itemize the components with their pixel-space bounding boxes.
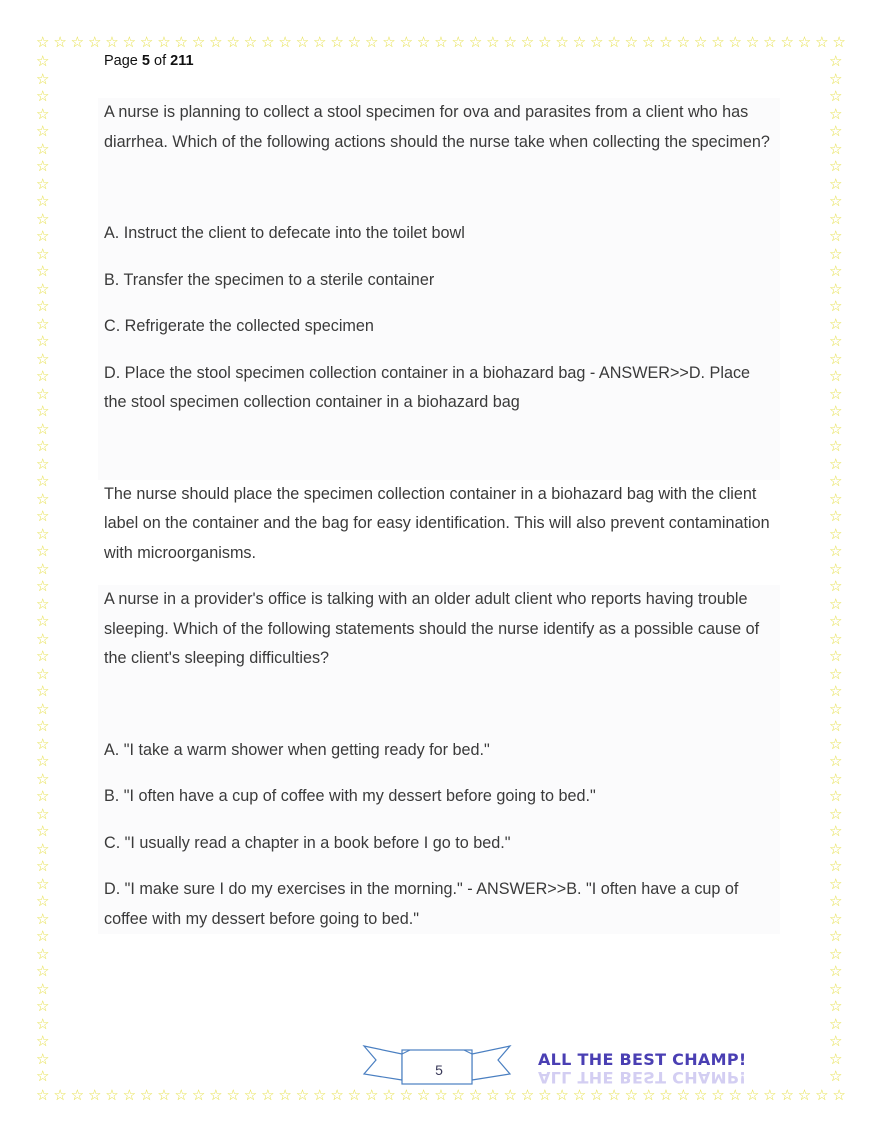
star-icon: ☆ — [641, 1086, 656, 1104]
star-icon: ☆ — [829, 647, 843, 665]
star-icon: ☆ — [538, 33, 552, 51]
star-icon: ☆ — [797, 1086, 812, 1104]
star-icon: ☆ — [36, 594, 50, 613]
star-icon: ☆ — [676, 33, 691, 51]
star-icon: ☆ — [330, 33, 344, 51]
star-icon: ☆ — [36, 752, 50, 770]
question-1-option-c: C. Refrigerate the collected specimen — [104, 317, 374, 335]
page-content — [104, 98, 772, 934]
star-icon: ☆ — [829, 314, 843, 333]
star-icon: ☆ — [829, 839, 843, 858]
star-icon: ☆ — [829, 1049, 843, 1068]
star-icon: ☆ — [829, 139, 843, 158]
star-icon: ☆ — [36, 402, 50, 420]
star-icon: ☆ — [780, 1086, 794, 1104]
star-icon: ☆ — [278, 1086, 292, 1104]
star-icon: ☆ — [36, 507, 50, 525]
star-icon: ☆ — [36, 769, 50, 788]
star-icon: ☆ — [36, 734, 50, 753]
star-icon: ☆ — [486, 1086, 500, 1104]
star-icon: ☆ — [174, 33, 188, 51]
star-icon: ☆ — [829, 944, 843, 963]
star-icon: ☆ — [829, 52, 843, 70]
star-icon: ☆ — [745, 1086, 760, 1104]
star-icon: ☆ — [468, 1086, 483, 1104]
page-of: of — [154, 53, 167, 69]
star-icon: ☆ — [829, 1067, 843, 1085]
star-icon: ☆ — [416, 1086, 431, 1104]
star-icon: ☆ — [829, 367, 843, 385]
star-icon: ☆ — [728, 33, 742, 51]
star-icon: ☆ — [538, 1086, 552, 1104]
star-icon: ☆ — [382, 33, 396, 51]
star-icon: ☆ — [829, 664, 843, 683]
star-icon: ☆ — [70, 33, 85, 51]
star-icon: ☆ — [829, 769, 843, 788]
star-icon: ☆ — [829, 69, 843, 88]
star-icon: ☆ — [829, 244, 843, 263]
current-page: 5 — [141, 53, 150, 69]
star-icon: ☆ — [745, 33, 760, 51]
star-icon: ☆ — [572, 1086, 587, 1104]
star-icon: ☆ — [36, 682, 50, 700]
question-2-option-b: B. "I often have a cup of coffee with my dessert before going to bed." — [104, 787, 596, 805]
star-icon: ☆ — [829, 157, 843, 175]
star-icon: ☆ — [36, 962, 50, 980]
star-icon: ☆ — [829, 122, 843, 140]
star-icon: ☆ — [416, 33, 431, 51]
star-icon: ☆ — [829, 279, 843, 298]
star-icon: ☆ — [347, 33, 362, 51]
star-icon: ☆ — [829, 454, 843, 473]
star-icon: ☆ — [157, 1086, 171, 1104]
star-icon: ☆ — [829, 717, 843, 735]
star-icon: ☆ — [829, 927, 843, 945]
star-icon: ☆ — [829, 542, 843, 560]
star-icon: ☆ — [36, 1049, 50, 1068]
star-icon: ☆ — [468, 33, 483, 51]
star-icon: ☆ — [829, 437, 843, 455]
star-icon: ☆ — [36, 227, 50, 245]
star-icon: ☆ — [659, 1086, 673, 1104]
star-icon: ☆ — [451, 1086, 465, 1104]
star-icon: ☆ — [53, 1086, 67, 1104]
star-icon: ☆ — [36, 209, 50, 228]
champ-banner: ALL THE BEST CHAMP! — [538, 1050, 747, 1069]
star-icon: ☆ — [36, 157, 50, 175]
star-icon: ☆ — [36, 892, 50, 910]
star-icon: ☆ — [832, 1086, 846, 1104]
star-icon: ☆ — [399, 1086, 414, 1104]
star-icon: ☆ — [226, 1086, 240, 1104]
star-icon: ☆ — [829, 699, 843, 718]
star-icon: ☆ — [209, 33, 223, 51]
star-icon: ☆ — [36, 612, 50, 630]
star-icon: ☆ — [829, 612, 843, 630]
star-icon: ☆ — [36, 979, 50, 998]
star-icon: ☆ — [87, 33, 102, 51]
star-icon: ☆ — [829, 857, 843, 875]
star-icon: ☆ — [829, 104, 843, 123]
star-icon: ☆ — [711, 1086, 725, 1104]
star-icon: ☆ — [157, 33, 171, 51]
star-icon: ☆ — [763, 33, 777, 51]
star-icon: ☆ — [36, 699, 50, 718]
star-icon: ☆ — [243, 33, 258, 51]
star-icon: ☆ — [590, 1086, 604, 1104]
star-icon: ☆ — [36, 419, 50, 438]
star-icon: ☆ — [226, 33, 240, 51]
star-icon: ☆ — [399, 33, 414, 51]
star-icon: ☆ — [36, 717, 50, 735]
star-icon: ☆ — [36, 629, 50, 648]
star-icon: ☆ — [209, 1086, 223, 1104]
star-icon: ☆ — [243, 1086, 258, 1104]
star-icon: ☆ — [36, 332, 50, 350]
question-2-option-a: A. "I take a warm shower when getting ready for bed." — [104, 740, 490, 759]
star-icon: ☆ — [139, 1086, 154, 1104]
star-icon: ☆ — [607, 1086, 621, 1104]
star-icon: ☆ — [261, 33, 275, 51]
footer-page-number: 5 — [435, 1062, 443, 1078]
star-icon: ☆ — [36, 349, 50, 368]
star-icon: ☆ — [829, 384, 843, 403]
star-icon: ☆ — [434, 1086, 448, 1104]
page-header — [104, 53, 194, 69]
star-icon: ☆ — [36, 997, 50, 1015]
star-icon: ☆ — [520, 33, 535, 51]
star-icon: ☆ — [829, 752, 843, 770]
star-icon: ☆ — [829, 577, 843, 595]
star-icon: ☆ — [36, 104, 50, 123]
star-icon: ☆ — [829, 909, 843, 928]
star-icon: ☆ — [829, 997, 843, 1015]
star-icon: ☆ — [36, 1067, 50, 1085]
star-icon: ☆ — [829, 822, 843, 840]
star-icon: ☆ — [36, 647, 50, 665]
star-icon: ☆ — [829, 559, 843, 578]
star-icon: ☆ — [36, 1032, 50, 1050]
star-icon: ☆ — [676, 1086, 691, 1104]
star-icon: ☆ — [829, 979, 843, 998]
star-icon: ☆ — [503, 1086, 517, 1104]
star-icon: ☆ — [36, 559, 50, 578]
star-icon: ☆ — [780, 33, 794, 51]
star-icon: ☆ — [829, 262, 843, 280]
star-icon: ☆ — [36, 1014, 50, 1033]
bottom-star-border — [36, 1088, 846, 1106]
star-icon: ☆ — [829, 507, 843, 525]
star-icon: ☆ — [36, 664, 50, 683]
star-icon: ☆ — [711, 33, 725, 51]
star-icon: ☆ — [503, 33, 517, 51]
page-label: Page — [104, 53, 138, 69]
star-icon: ☆ — [829, 489, 843, 508]
star-icon: ☆ — [829, 297, 843, 315]
star-icon: ☆ — [641, 33, 656, 51]
star-icon: ☆ — [36, 367, 50, 385]
star-icon: ☆ — [313, 1086, 327, 1104]
question-1 — [98, 98, 780, 480]
star-icon: ☆ — [36, 139, 50, 158]
star-icon: ☆ — [36, 52, 50, 70]
star-icon: ☆ — [829, 629, 843, 648]
star-icon: ☆ — [36, 857, 50, 875]
star-icon: ☆ — [36, 874, 50, 893]
star-icon: ☆ — [36, 122, 50, 140]
star-icon: ☆ — [815, 1086, 829, 1104]
star-icon: ☆ — [763, 1086, 777, 1104]
star-icon: ☆ — [36, 524, 50, 543]
question-2-option-c: C. "I usually read a chapter in a book before I go to bed." — [104, 833, 511, 852]
star-icon: ☆ — [347, 1086, 362, 1104]
right-star-border — [829, 54, 847, 1084]
star-icon: ☆ — [829, 787, 843, 805]
star-icon: ☆ — [364, 1086, 379, 1104]
star-icon: ☆ — [191, 1086, 206, 1104]
star-icon: ☆ — [261, 1086, 275, 1104]
star-icon: ☆ — [36, 542, 50, 560]
star-icon: ☆ — [555, 33, 569, 51]
star-icon: ☆ — [815, 33, 829, 51]
star-icon: ☆ — [105, 33, 119, 51]
star-icon: ☆ — [174, 1086, 188, 1104]
star-icon: ☆ — [624, 1086, 639, 1104]
star-icon: ☆ — [829, 192, 843, 210]
star-icon: ☆ — [36, 384, 50, 403]
total-pages: 211 — [170, 53, 194, 69]
star-icon: ☆ — [486, 33, 500, 51]
question-1-rationale: The nurse should place the specimen collection container in a biohazard bag with the client label on the container and the bag for easy identification. This will also prevent contamination with microorganisms. — [104, 484, 770, 562]
question-2-text: A nurse in a provider's office is talking with an older adult client who reports having trouble sleeping. Which of the following statements should the nurse identify as a possible cause of the client's sleeping difficulties? — [104, 590, 760, 667]
star-icon: ☆ — [36, 577, 50, 595]
question-2 — [98, 585, 780, 934]
star-icon: ☆ — [122, 33, 137, 51]
champ-banner-reflection: ALL THE BEST CHAMP! — [538, 1068, 747, 1087]
star-icon: ☆ — [122, 1086, 137, 1104]
star-icon: ☆ — [278, 33, 292, 51]
left-star-border — [36, 54, 54, 1084]
star-icon: ☆ — [590, 33, 604, 51]
star-icon: ☆ — [829, 874, 843, 893]
star-icon: ☆ — [36, 1086, 50, 1104]
star-icon: ☆ — [36, 437, 50, 455]
star-icon: ☆ — [36, 69, 50, 88]
star-icon: ☆ — [693, 33, 708, 51]
star-icon: ☆ — [36, 804, 50, 823]
star-icon: ☆ — [829, 332, 843, 350]
star-icon: ☆ — [36, 262, 50, 280]
star-icon: ☆ — [36, 314, 50, 333]
star-icon: ☆ — [829, 594, 843, 613]
star-icon: ☆ — [36, 839, 50, 858]
star-icon: ☆ — [829, 804, 843, 823]
star-icon: ☆ — [105, 1086, 119, 1104]
star-icon: ☆ — [36, 244, 50, 263]
star-icon: ☆ — [36, 454, 50, 473]
star-icon: ☆ — [36, 822, 50, 840]
star-icon: ☆ — [607, 33, 621, 51]
star-icon: ☆ — [659, 33, 673, 51]
star-icon: ☆ — [829, 734, 843, 753]
star-icon: ☆ — [36, 192, 50, 210]
star-icon: ☆ — [520, 1086, 535, 1104]
star-icon: ☆ — [364, 33, 379, 51]
star-icon: ☆ — [829, 419, 843, 438]
star-icon: ☆ — [728, 1086, 742, 1104]
star-icon: ☆ — [87, 1086, 102, 1104]
star-icon: ☆ — [330, 1086, 344, 1104]
star-icon: ☆ — [295, 33, 310, 51]
star-icon: ☆ — [797, 33, 812, 51]
star-icon: ☆ — [36, 489, 50, 508]
star-icon: ☆ — [313, 33, 327, 51]
star-icon: ☆ — [829, 682, 843, 700]
star-icon: ☆ — [36, 174, 50, 193]
question-1-text: A nurse is planning to collect a stool specimen for ova and parasites from a client who has diarrhea. Which of the following actions should the nurse take when collecting the specimen? — [104, 103, 770, 151]
star-icon: ☆ — [36, 279, 50, 298]
star-icon: ☆ — [53, 33, 67, 51]
star-icon: ☆ — [451, 33, 465, 51]
star-icon: ☆ — [829, 174, 843, 193]
star-icon: ☆ — [829, 349, 843, 368]
star-icon: ☆ — [36, 927, 50, 945]
star-icon: ☆ — [139, 33, 154, 51]
star-icon: ☆ — [829, 524, 843, 543]
star-icon: ☆ — [829, 1014, 843, 1033]
question-1-option-d-answer: D. Place the stool specimen collection container in a biohazard bag - ANSWER>>D. Place the stool specimen collection container in a biohazard bag — [104, 363, 751, 411]
star-icon: ☆ — [382, 1086, 396, 1104]
star-icon: ☆ — [36, 87, 50, 105]
star-icon: ☆ — [36, 33, 50, 51]
star-icon: ☆ — [829, 892, 843, 910]
star-icon: ☆ — [36, 472, 50, 490]
star-icon: ☆ — [829, 209, 843, 228]
star-icon: ☆ — [191, 33, 206, 51]
star-icon: ☆ — [555, 1086, 569, 1104]
star-icon: ☆ — [624, 33, 639, 51]
star-icon: ☆ — [829, 227, 843, 245]
star-icon: ☆ — [829, 87, 843, 105]
question-1-option-a: A. Instruct the client to defecate into the toilet bowl — [104, 224, 465, 242]
star-icon: ☆ — [36, 787, 50, 805]
star-icon: ☆ — [572, 33, 587, 51]
top-star-border — [36, 35, 846, 53]
star-icon: ☆ — [36, 909, 50, 928]
star-icon: ☆ — [832, 33, 846, 51]
star-icon: ☆ — [829, 962, 843, 980]
star-icon: ☆ — [70, 1086, 85, 1104]
question-2-option-d-answer: D. "I make sure I do my exercises in the morning." - ANSWER>>B. "I often have a cup of coffee with my dessert before going to bed." — [104, 880, 739, 928]
star-icon: ☆ — [36, 297, 50, 315]
star-icon: ☆ — [295, 1086, 310, 1104]
star-icon: ☆ — [693, 1086, 708, 1104]
star-icon: ☆ — [829, 472, 843, 490]
star-icon: ☆ — [829, 402, 843, 420]
star-icon: ☆ — [434, 33, 448, 51]
star-icon: ☆ — [36, 944, 50, 963]
star-icon: ☆ — [829, 1032, 843, 1050]
question-1-option-b: B. Transfer the specimen to a sterile container — [104, 270, 435, 289]
